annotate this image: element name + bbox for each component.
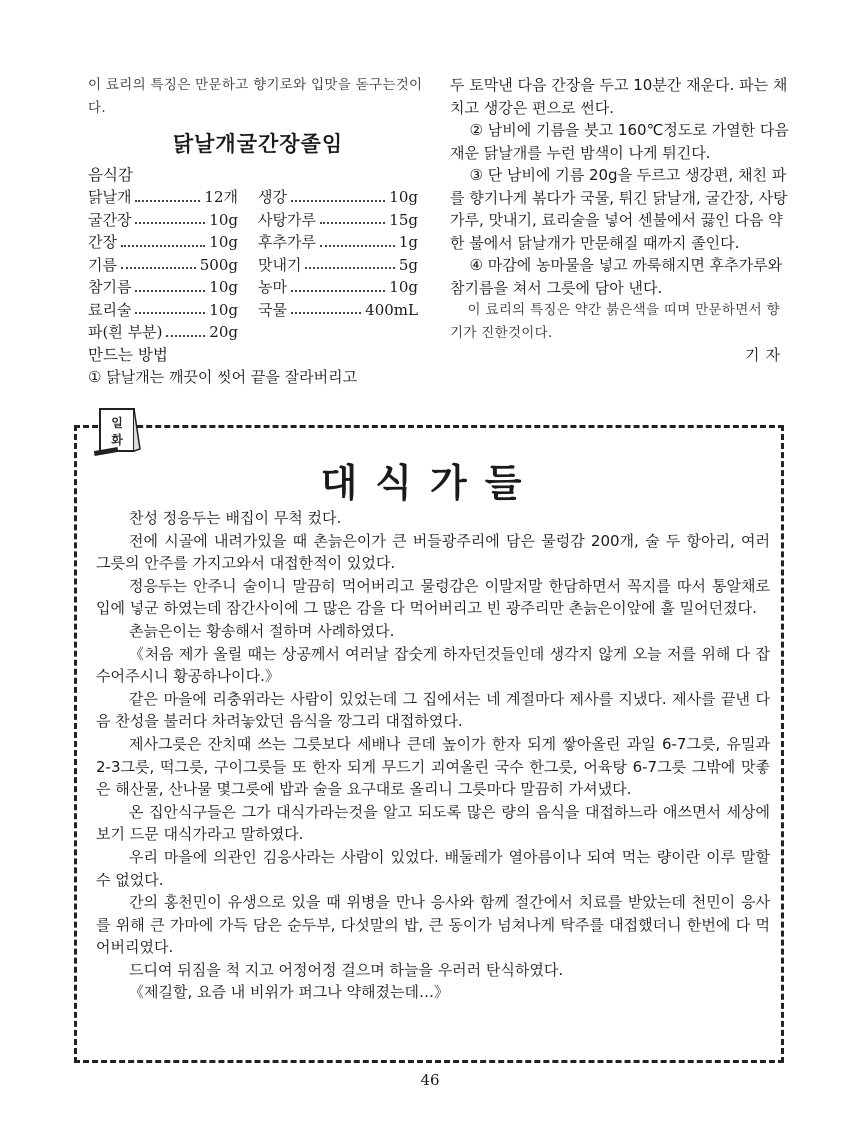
story-paragraph: 같은 마을에 리충위라는 사람이 있었는데 그 집에서는 네 계절마다 제사를 지냈다. 제사를 끝낸 다음 찬성을 불러다 차려놓았던 음식을 깡그리 대접하였다.: [96, 689, 770, 731]
ingredient-list: [88, 186, 428, 344]
ingredient-row: [88, 254, 418, 277]
ingredient-item: [258, 209, 418, 232]
ingredient-amount: 1g: [398, 233, 418, 251]
story-paragraph: 전에 시골에 내려가있을 때 촌늙은이가 큰 버들광주리에 담은 물렁감 200개, 술 두 항아리, 여러 그릇의 안주를 가지고와서 대접한적이 있었다.: [96, 531, 770, 573]
method-step-2: ② 남비에 기름을 붓고 160℃정도로 가열한 다음 재운 닭날개를 누런 밤색이 나게 튀긴다.: [450, 121, 789, 162]
page-number: 46: [420, 1071, 440, 1089]
leader-dots: [166, 321, 205, 337]
method-step-1-start: ① 닭날개는 깨끗이 씻어 끝을 잘라버리고: [88, 368, 358, 386]
story-paragraph: 제사그릇은 잔치때 쓰는 그릇보다 세배나 큰데 높이가 한자 되게 쌓아올린 과일 6-7그릇, 유밀과 2-3그릇, 떡그릇, 구이그릇들 또 한자 되게 무드기 괴여올린 국수 한그릇, 어육탕 6-7그릇 그밖에 맛좋은 해산물, 산나물 몇그릇에 밥과 술을 요구대로 올리니 그릇마다 말끔히 가셔냈다.: [96, 734, 770, 799]
ingredient-item: [258, 276, 418, 299]
badge-text-2: 화: [111, 433, 123, 447]
ingredient-name: 간장: [88, 233, 117, 251]
leader-dots: [291, 276, 385, 292]
ingredient-amount: 10g: [209, 300, 238, 319]
story-paragraph: 드디여 뒤짐을 척 지고 어정어정 걸으며 하늘을 우러러 탄식하였다.: [129, 960, 564, 979]
leader-dots: [121, 254, 196, 270]
ingredient-item: [88, 186, 238, 209]
ingredient-row: [88, 299, 418, 322]
intro-text: 이 료리의 특징은 만문하고 향기로와 입맛을 돋구는것이다.: [88, 77, 423, 116]
story-paragraph: 찬성 정응두는 배집이 무척 컸다.: [129, 509, 342, 527]
leader-dots: [320, 231, 395, 247]
story-paragraph: 《제길할, 요즘 내 비위가 퍼그나 약해졌는데…》: [129, 983, 449, 1002]
ingredients-label: 음식감: [88, 165, 133, 184]
ingredient-item: [88, 276, 238, 299]
leader-dots: [135, 186, 200, 202]
story-paragraph: 온 집안식구들은 그가 대식가라는것을 알고 되도록 많은 량의 음식을 대접하느라 애쓰면서 세상에 보기 드문 대식가라고 말하였다.: [96, 802, 770, 844]
ingredient-amount: 10g: [389, 188, 418, 206]
ingredient-amount: 10g: [389, 278, 418, 296]
ingredient-row: [88, 231, 418, 254]
ingredient-item: [258, 254, 418, 277]
leader-dots: [135, 276, 205, 292]
ingredient-row: [88, 186, 418, 209]
method-label: 만드는 방법: [88, 345, 168, 364]
ingredient-name: 기름: [88, 255, 117, 274]
ingredient-row: [88, 276, 418, 299]
ingredient-name: 국물: [258, 300, 287, 319]
leader-dots: [121, 231, 205, 247]
leader-dots: [291, 186, 385, 202]
ingredient-amount: 10g: [209, 210, 238, 229]
story-title: 대식가들: [320, 460, 540, 505]
leader-dots: [135, 209, 205, 225]
method-step-4: ④ 마감에 농마물을 넣고 까룩해지면 후추가루와 참기름을 쳐서 그릇에 담아 낸다.: [450, 256, 783, 297]
story-paragraph: 《처음 제가 올릴 때는 상공께서 여러날 잡숫게 하자던것들인데 생각지 않게 오늘 저를 위해 다 잡수어주시니 황공하나이다.》: [96, 644, 770, 686]
leader-dots: [305, 254, 394, 270]
ingredient-name: 사탕가루: [258, 210, 316, 229]
ingredient-item: [258, 299, 418, 322]
ingredient-name: 파(흰 부분): [88, 323, 163, 341]
ingredient-name: 농마: [258, 278, 287, 296]
ingredient-row: [88, 209, 418, 232]
ingredient-name: 후추가루: [258, 233, 316, 251]
ingredient-item: [88, 254, 238, 277]
leader-dots: [291, 299, 361, 315]
badge-text-1: 일: [111, 416, 123, 430]
ingredient-name: 생강: [258, 188, 287, 206]
leader-dots: [320, 209, 385, 225]
ingredient-amount: 500g: [199, 255, 238, 274]
ingredient-name: 굴간장: [88, 210, 132, 229]
ingredient-item: [258, 231, 418, 254]
ingredient-name: 맛내기: [258, 255, 302, 274]
ingredient-row: [88, 321, 418, 344]
leader-dots: [135, 299, 205, 315]
story-paragraph: 우리 마을에 의관인 김응사라는 사람이 있었다. 배둘레가 열아름이나 되여 먹는 량이란 이루 말할수 없었다.: [96, 847, 770, 889]
ingredient-amount: 12개: [204, 188, 238, 206]
method-step-3: ③ 단 남비에 기름 20g을 두르고 생강편, 채친 파를 향기나게 볶다가 국물, 튀긴 닭날개, 굴간장, 사탕가루, 맛내기, 료리술을 넣어 센불에서 끓인 다음 약한 불에서 닭날개가 만문해질 때까지 졸인다.: [450, 166, 788, 252]
right-column: [450, 74, 790, 367]
method-step-1-cont: 두 토막낸 다음 간장을 두고 10분간 재운다. 파는 채치고 생강은 편으로 썬다.: [450, 76, 788, 117]
anecdote-badge-icon: [92, 403, 144, 459]
ingredient-name: 료리술: [88, 300, 132, 319]
ingredient-name: 참기름: [88, 278, 132, 296]
ingredient-name: 닭날개: [88, 188, 132, 206]
ingredient-item: [88, 321, 238, 344]
author-byline: 기자: [745, 346, 786, 364]
recipe-title: 닭날개굴간장졸임: [172, 131, 344, 156]
ingredient-item: [88, 209, 238, 232]
ingredient-amount: 5g: [398, 255, 418, 274]
ingredient-item: [258, 186, 418, 209]
ingredient-item: [88, 231, 238, 254]
closing-note: 이 료리의 특징은 약간 붉은색을 띠며 만문하면서 향기가 진한것이다.: [450, 302, 780, 341]
ingredient-amount: 10g: [209, 278, 238, 296]
ingredient-amount: 10g: [209, 233, 238, 251]
story-paragraph: 간의 홍천민이 유생으로 있을 때 위병을 만나 응사와 함께 절간에서 치료를 받았는데 천민이 응사를 위해 큰 가마에 가득 담은 순두부, 다섯말의 밥, 큰 동이가 넘쳐나게 탁주를 대접했더니 한번에 다 먹어버리였다.: [96, 893, 770, 957]
story-paragraph: 촌늙은이는 황송해서 절하며 사례하였다.: [129, 621, 395, 640]
story-paragraph: 정응두는 안주니 술이니 말끔히 먹어버리고 물렁감은 이말저말 한담하면서 꼭지를 따서 통알채로 입에 넣군 하였는데 잠간사이에 그 많은 감을 다 먹어버리고 빈 광주리만 촌늙은이앞에 훌 밀어던졌다.: [96, 576, 770, 618]
ingredient-item: [88, 299, 238, 322]
ingredient-amount: 20g: [209, 323, 238, 341]
ingredient-amount: 15g: [389, 210, 418, 229]
ingredient-amount: 400mL: [365, 300, 418, 319]
left-column: [88, 74, 428, 389]
story-body: [96, 507, 770, 1004]
